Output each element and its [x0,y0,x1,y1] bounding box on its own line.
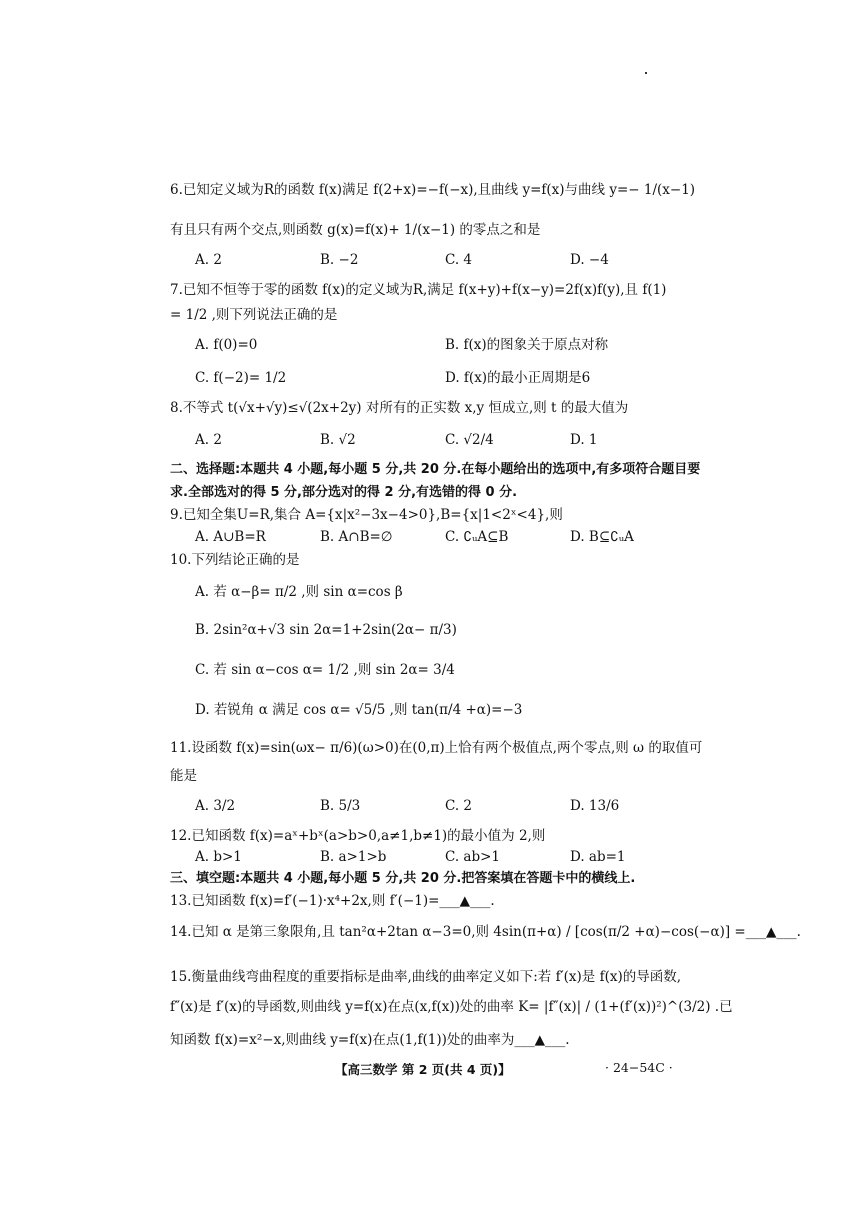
q6-option-b: B. −2 [320,252,359,268]
q11-stem-line1: 11.设函数 f(x)=sin(ωx− π/6)(ω>0)在(0,π)上恰有两个极值点,两个零点,则 ω 的取值可 [170,740,703,756]
q12-option-c: C. ab>1 [445,849,501,865]
q7-options-row2 [195,368,695,388]
q7-option-d: D. f(x)的最小正周期是6 [445,370,591,386]
q11-option-d: D. 13/6 [570,798,620,814]
q10-option-d: D. 若锐角 α 满足 cos α= √5/5 ,则 tan(π/4 +α)=−3 [195,702,523,718]
q6-option-c: C. 4 [445,252,473,268]
q12-option-a: A. b>1 [195,849,242,865]
page-footer-title: 【高三数学 第 2 页(共 4 页)】 [335,1062,511,1077]
q13-stem: 13.已知函数 f(x)=f′(−1)·x⁴+2x,则 f′(−1)=___▲___. [170,893,495,909]
q7-options-row1 [195,335,695,355]
q10-option-c: C. 若 sin α−cos α= 1/2 ,则 sin 2α= 3/4 [195,662,455,678]
section2-heading-line2: 求.全部选对的得 5 分,部分选对的得 2 分,有选错的得 0 分. [170,485,518,500]
q9-stem: 9.已知全集U=R,集合 A={x|x²−3x−4>0},B={x|1<2ˣ<4},则 [170,507,563,523]
q7-option-a: A. f(0)=0 [195,337,258,353]
section3-heading: 三、填空题:本题共 4 小题,每小题 5 分,共 20 分.把答案填在答题卡中的横线上. [170,871,636,886]
q10-option-b: B. 2sin²α+√3 sin 2α=1+2sin(2α− π/3) [195,622,457,638]
q12-options [195,847,695,867]
q9-option-c: C. ∁ᵤA⊆B [445,529,509,545]
q6-options [195,250,695,270]
q9-option-a: A. A∪B=R [195,529,266,545]
q7-option-b: B. f(x)的图象关于原点对称 [445,337,609,353]
page-footer-code: · 24−54C · [605,1060,673,1075]
q14-stem: 14.已知 α 是第三象限角,且 tan²α+2tan α−3=0,则 4sin(π+α) / [cos(π/2 +α)−cos(−α)] =___▲___. [170,924,801,940]
q15-line3: 知函数 f(x)=x²−x,则曲线 y=f(x)在点(1,f(1))处的曲率为___▲___. [170,1032,570,1048]
q15-line1: 15.衡量曲线弯曲程度的重要指标是曲率,曲线的曲率定义如下:若 f′(x)是 f(x)的导函数, [170,969,682,985]
q10-stem: 10.下列结论正确的是 [170,552,300,568]
scan-dot [645,72,647,74]
q8-option-b: B. √2 [320,432,356,448]
q7-stem-line1: 7.已知不恒等于零的函数 f(x)的定义域为R,满足 f(x+y)+f(x−y)=2f(x)f(y),且 f(1) [170,282,667,298]
q11-options [195,796,695,816]
q6-option-a: A. 2 [195,252,222,268]
q11-option-b: B. 5/3 [320,798,361,814]
q12-stem: 12.已知函数 f(x)=aˣ+bˣ(a>b>0,a≠1,b≠1)的最小值为 2,则 [170,828,546,844]
q11-stem-line2: 能是 [170,768,197,784]
q9-option-b: B. A∩B=∅ [320,529,393,545]
section2-heading-line1: 二、选择题:本题共 4 小题,每小题 5 分,共 20 分.在每小题给出的选项中,有多项符合题目要 [170,462,701,477]
q6-option-d: D. −4 [570,252,609,268]
q11-option-c: C. 2 [445,798,473,814]
q6-stem-line2: 有且只有两个交点,则函数 g(x)=f(x)+ 1/(x−1) 的零点之和是 [170,222,541,238]
q8-stem: 8.不等式 t(√x+√y)≤√(2x+2y) 对所有的正实数 x,y 恒成立,则 t 的最大值为 [170,400,629,416]
q12-option-d: D. ab=1 [570,849,626,865]
q11-option-a: A. 3/2 [195,798,236,814]
q7-stem-line2: = 1/2 ,则下列说法正确的是 [170,307,338,323]
q12-option-b: B. a>1>b [320,849,387,865]
q6-stem-line1: 6.已知定义域为R的函数 f(x)满足 f(2+x)=−f(−x),且曲线 y=f(x)与曲线 y=− 1/(x−1) [170,182,696,198]
q8-option-d: D. 1 [570,432,598,448]
q9-option-d: D. B⊆∁ᵤA [570,529,634,545]
q8-options [195,430,695,450]
q9-options [195,527,695,547]
q8-option-c: C. √2/4 [445,432,494,448]
q7-option-c: C. f(−2)= 1/2 [195,370,287,386]
q10-option-a: A. 若 α−β= π/2 ,则 sin α=cos β [195,584,403,600]
q15-line2: f″(x)是 f′(x)的导函数,则曲线 y=f(x)在点(x,f(x))处的曲率 K= |f″(x)| / (1+(f′(x))²)^(3/2) .已 [170,999,733,1015]
q8-option-a: A. 2 [195,432,222,448]
